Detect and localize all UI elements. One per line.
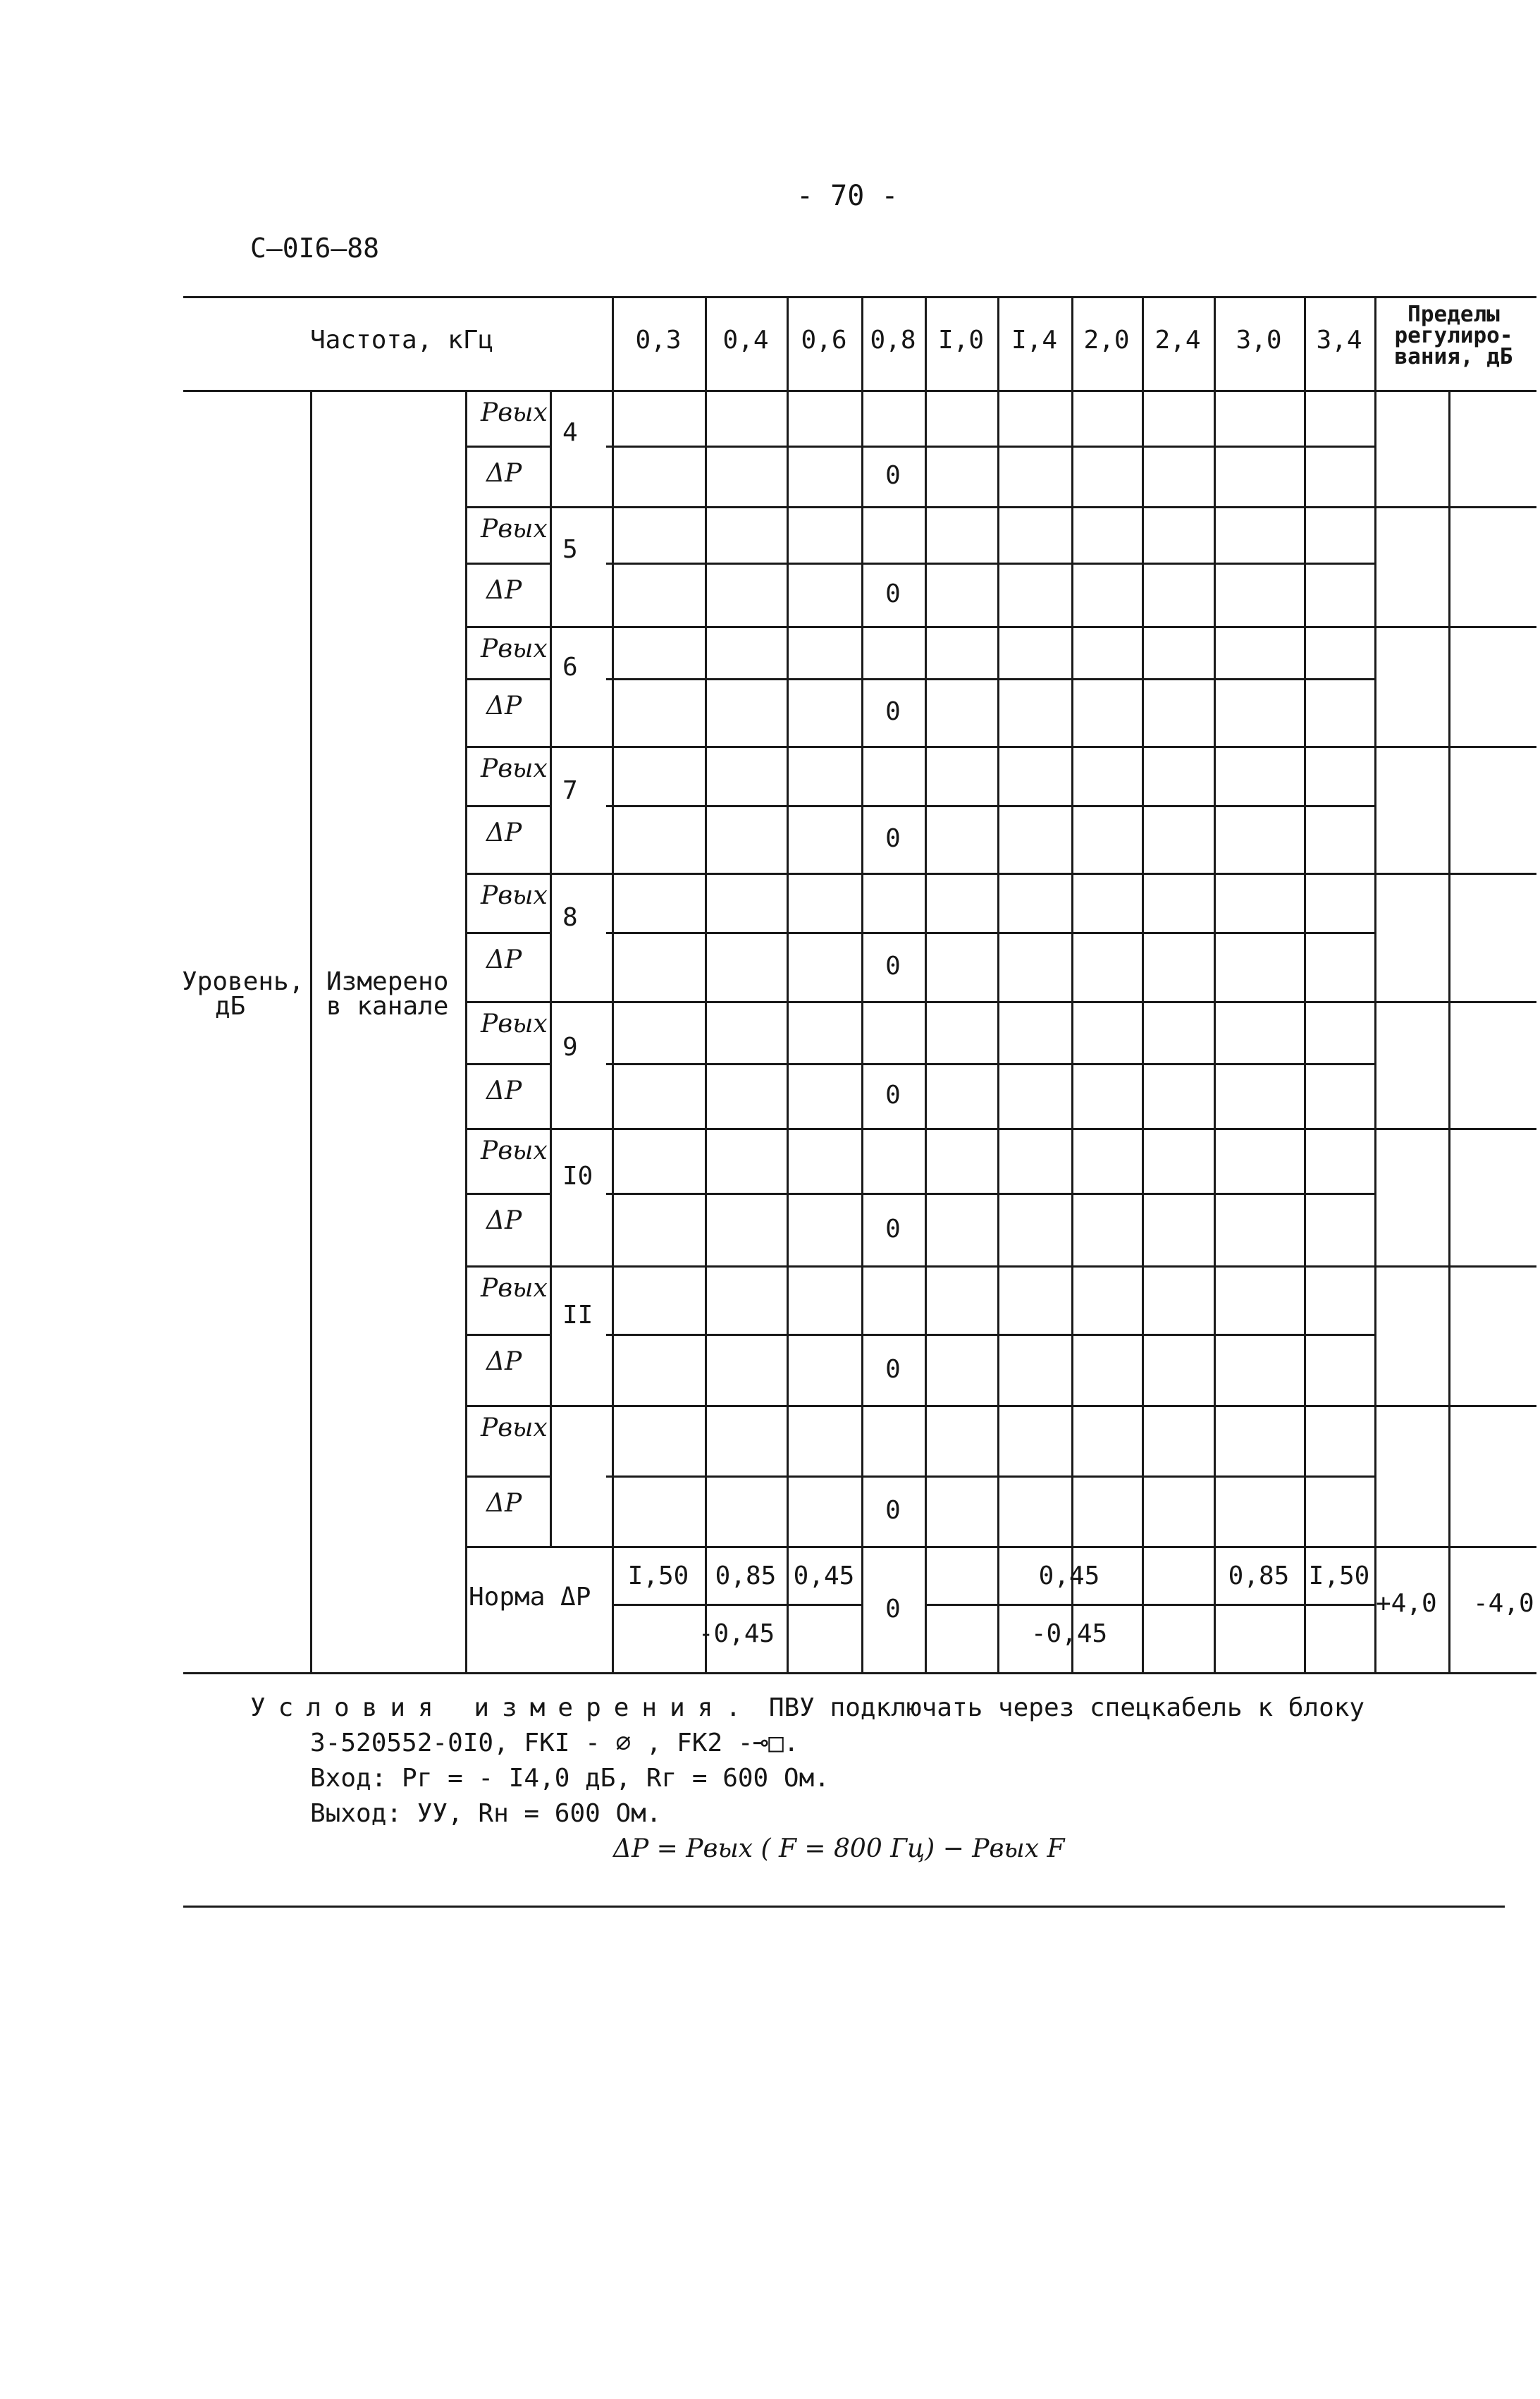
col-line-10 xyxy=(1374,296,1376,1672)
group-col-line xyxy=(310,390,312,1672)
channel-1-number: 4 xyxy=(562,418,578,448)
header-freq-7: 2,0 xyxy=(1083,326,1130,355)
sub-group-label-line1: Измерено xyxy=(326,967,449,996)
table-top-rule xyxy=(183,296,1536,298)
header-freq-2: 0,4 xyxy=(722,326,769,355)
header-limits: Пределы регулиро-вания, дБ xyxy=(1394,302,1513,369)
col-line-9 xyxy=(1304,296,1306,1672)
channel-7-row-divider xyxy=(606,1193,1374,1195)
norm-upper-3-4: I,50 xyxy=(1308,1562,1370,1590)
channel-4-top-rule xyxy=(465,746,1536,748)
col-line-8 xyxy=(1214,296,1216,1672)
channel-2-delta-0-8: 0 xyxy=(885,579,901,608)
header-freq-9: 3,0 xyxy=(1236,326,1282,355)
channel-3-top-rule xyxy=(465,626,1536,628)
bottom-rule xyxy=(183,1906,1505,1908)
channel-3-delta-0-8: 0 xyxy=(885,697,901,726)
norm-limit-plus: +4,0 xyxy=(1376,1589,1437,1618)
limits-sep-line xyxy=(1448,390,1450,1672)
header-freq-5: I,0 xyxy=(937,326,985,355)
channel-6-row-divider xyxy=(606,1063,1374,1065)
channel-5-number: 8 xyxy=(562,903,578,933)
col-line-7 xyxy=(1142,296,1144,1672)
channel-1-param-divider xyxy=(465,446,550,448)
channel-8-delta-0-8: 0 xyxy=(885,1354,901,1384)
col-line-2 xyxy=(787,296,789,1672)
channel-9-pout-label: Pвых xyxy=(481,1413,548,1442)
header-freq-4: 0,8 xyxy=(870,326,916,355)
channel-8-number: II xyxy=(562,1301,593,1330)
channel-2-row-divider xyxy=(606,563,1374,565)
channel-6-delta-label: ΔP xyxy=(486,1076,522,1105)
channel-3-delta-label: ΔP xyxy=(486,692,522,720)
norm-limit-minus: -4,0 xyxy=(1473,1589,1534,1618)
channel-8-pout-label: Pвых xyxy=(481,1274,548,1303)
channel-2-top-rule xyxy=(465,506,1536,508)
channel-8-top-rule xyxy=(465,1265,1536,1268)
header-bottom-rule xyxy=(183,390,1536,392)
channel-8-param-divider xyxy=(465,1334,550,1336)
channel-3-param-divider xyxy=(465,678,550,680)
conditions-line2: 3-520552-0I0, FKI - ∅ , FK2 -⊸□. xyxy=(310,1729,799,1757)
norm-lower-left: -0,45 xyxy=(698,1619,775,1648)
channel-6-pout-label: Pвых xyxy=(481,1010,548,1038)
channel-2-param-divider xyxy=(465,563,550,565)
channel-3-number: 6 xyxy=(562,652,578,682)
channel-1-pout-label: Pвых xyxy=(481,398,548,427)
channel-7-number: I0 xyxy=(562,1161,593,1191)
channel-8-delta-label: ΔP xyxy=(486,1347,522,1376)
col-line-6 xyxy=(1071,296,1073,1672)
channel-7-delta-label: ΔP xyxy=(486,1206,522,1235)
channel-5-delta-label: ΔP xyxy=(486,945,522,974)
norm-lower-mid: -0,45 xyxy=(1030,1619,1108,1648)
row-group-label-line1: Уровень, xyxy=(182,967,304,996)
conditions-line1: ПВУ подключать через спецкабель к блоку xyxy=(768,1693,1365,1722)
row-group-label-line2: дБ xyxy=(215,992,246,1021)
channel-6-number: 9 xyxy=(562,1033,578,1062)
norm-upper-0-3: I,50 xyxy=(627,1562,689,1590)
header-freq-8: 2,4 xyxy=(1154,326,1201,355)
header-frequency: Частота, кГц xyxy=(310,326,494,355)
header-freq-6: I,4 xyxy=(1011,326,1058,355)
channel-8-row-divider xyxy=(606,1334,1374,1336)
channel-4-number: 7 xyxy=(562,776,578,806)
channel-9-delta-label: ΔP xyxy=(486,1489,522,1518)
channel-7-delta-0-8: 0 xyxy=(885,1214,901,1244)
channel-9-delta-0-8: 0 xyxy=(885,1496,901,1525)
document-code: С–0I6–88 xyxy=(250,233,380,264)
channel-3-row-divider xyxy=(606,678,1374,680)
channel-5-pout-label: Pвых xyxy=(481,881,548,910)
header-freq-3: 0,6 xyxy=(801,326,847,355)
col-line-4 xyxy=(925,296,927,1672)
channel-2-number: 5 xyxy=(562,535,578,564)
norm-mid-rule-left xyxy=(612,1604,861,1606)
channel-3-pout-label: Pвых xyxy=(481,634,548,663)
channel-9-row-divider xyxy=(606,1475,1374,1478)
param-col-line xyxy=(465,390,467,1672)
channel-2-pout-label: Pвых xyxy=(481,515,548,544)
channel-5-delta-0-8: 0 xyxy=(885,952,901,981)
page-number: - 70 - xyxy=(796,180,899,212)
header-freq-10: 3,4 xyxy=(1316,326,1362,355)
channel-7-pout-label: Pвых xyxy=(481,1136,548,1165)
header-freq-1: 0,3 xyxy=(635,326,682,355)
channel-4-pout-label: Pвых xyxy=(481,754,548,783)
table-bottom-rule xyxy=(183,1672,1536,1674)
norm-label: Норма ΔP xyxy=(469,1583,591,1612)
norm-upper-0-4: 0,85 xyxy=(715,1562,777,1590)
col-line-0 xyxy=(612,296,614,1672)
col-line-1 xyxy=(705,296,707,1672)
channel-6-delta-0-8: 0 xyxy=(885,1081,901,1110)
channel-2-delta-label: ΔP xyxy=(486,576,522,605)
norm-top-rule xyxy=(465,1546,1536,1548)
conditions-output: Выход: УУ, Rн = 600 Ом. xyxy=(310,1799,662,1828)
norm-upper-3-0: 0,85 xyxy=(1228,1562,1290,1590)
channel-4-delta-label: ΔP xyxy=(486,818,522,847)
measurement-conditions xyxy=(250,1691,1365,1867)
norm-0-8: 0 xyxy=(885,1595,901,1624)
channel-4-delta-0-8: 0 xyxy=(885,824,901,853)
norm-upper-mid: 0,45 xyxy=(1038,1562,1100,1590)
channel-1-row-divider xyxy=(606,446,1374,448)
conditions-input: Вход: Pг = - I4,0 дБ, Rг = 600 Ом. xyxy=(310,1764,830,1793)
channel-5-param-divider xyxy=(465,932,550,934)
norm-mid-rule-right xyxy=(925,1604,1374,1606)
col-line-3 xyxy=(861,296,863,1672)
channel-7-top-rule xyxy=(465,1128,1536,1130)
channel-6-top-rule xyxy=(465,1001,1536,1003)
channel-9-top-rule xyxy=(465,1405,1536,1407)
channel-9-param-divider xyxy=(465,1475,550,1478)
channel-1-delta-label: ΔP xyxy=(486,459,522,488)
col-line-5 xyxy=(997,296,999,1672)
delta-formula: ΔP = Pвых ( F = 800 Гц) − Pвых F xyxy=(613,1834,1065,1863)
channel-6-param-divider xyxy=(465,1063,550,1065)
channel-7-param-divider xyxy=(465,1193,550,1195)
norm-upper-0-6: 0,45 xyxy=(793,1562,855,1590)
sub-group-label-line2: в канале xyxy=(326,992,449,1021)
channel-num-col-line xyxy=(550,390,552,1546)
channel-4-param-divider xyxy=(465,805,550,807)
channel-5-top-rule xyxy=(465,873,1536,875)
channel-5-row-divider xyxy=(606,932,1374,934)
channel-4-row-divider xyxy=(606,805,1374,807)
conditions-lead: Условия измерения. xyxy=(250,1693,754,1722)
channel-1-delta-0-8: 0 xyxy=(885,461,901,490)
